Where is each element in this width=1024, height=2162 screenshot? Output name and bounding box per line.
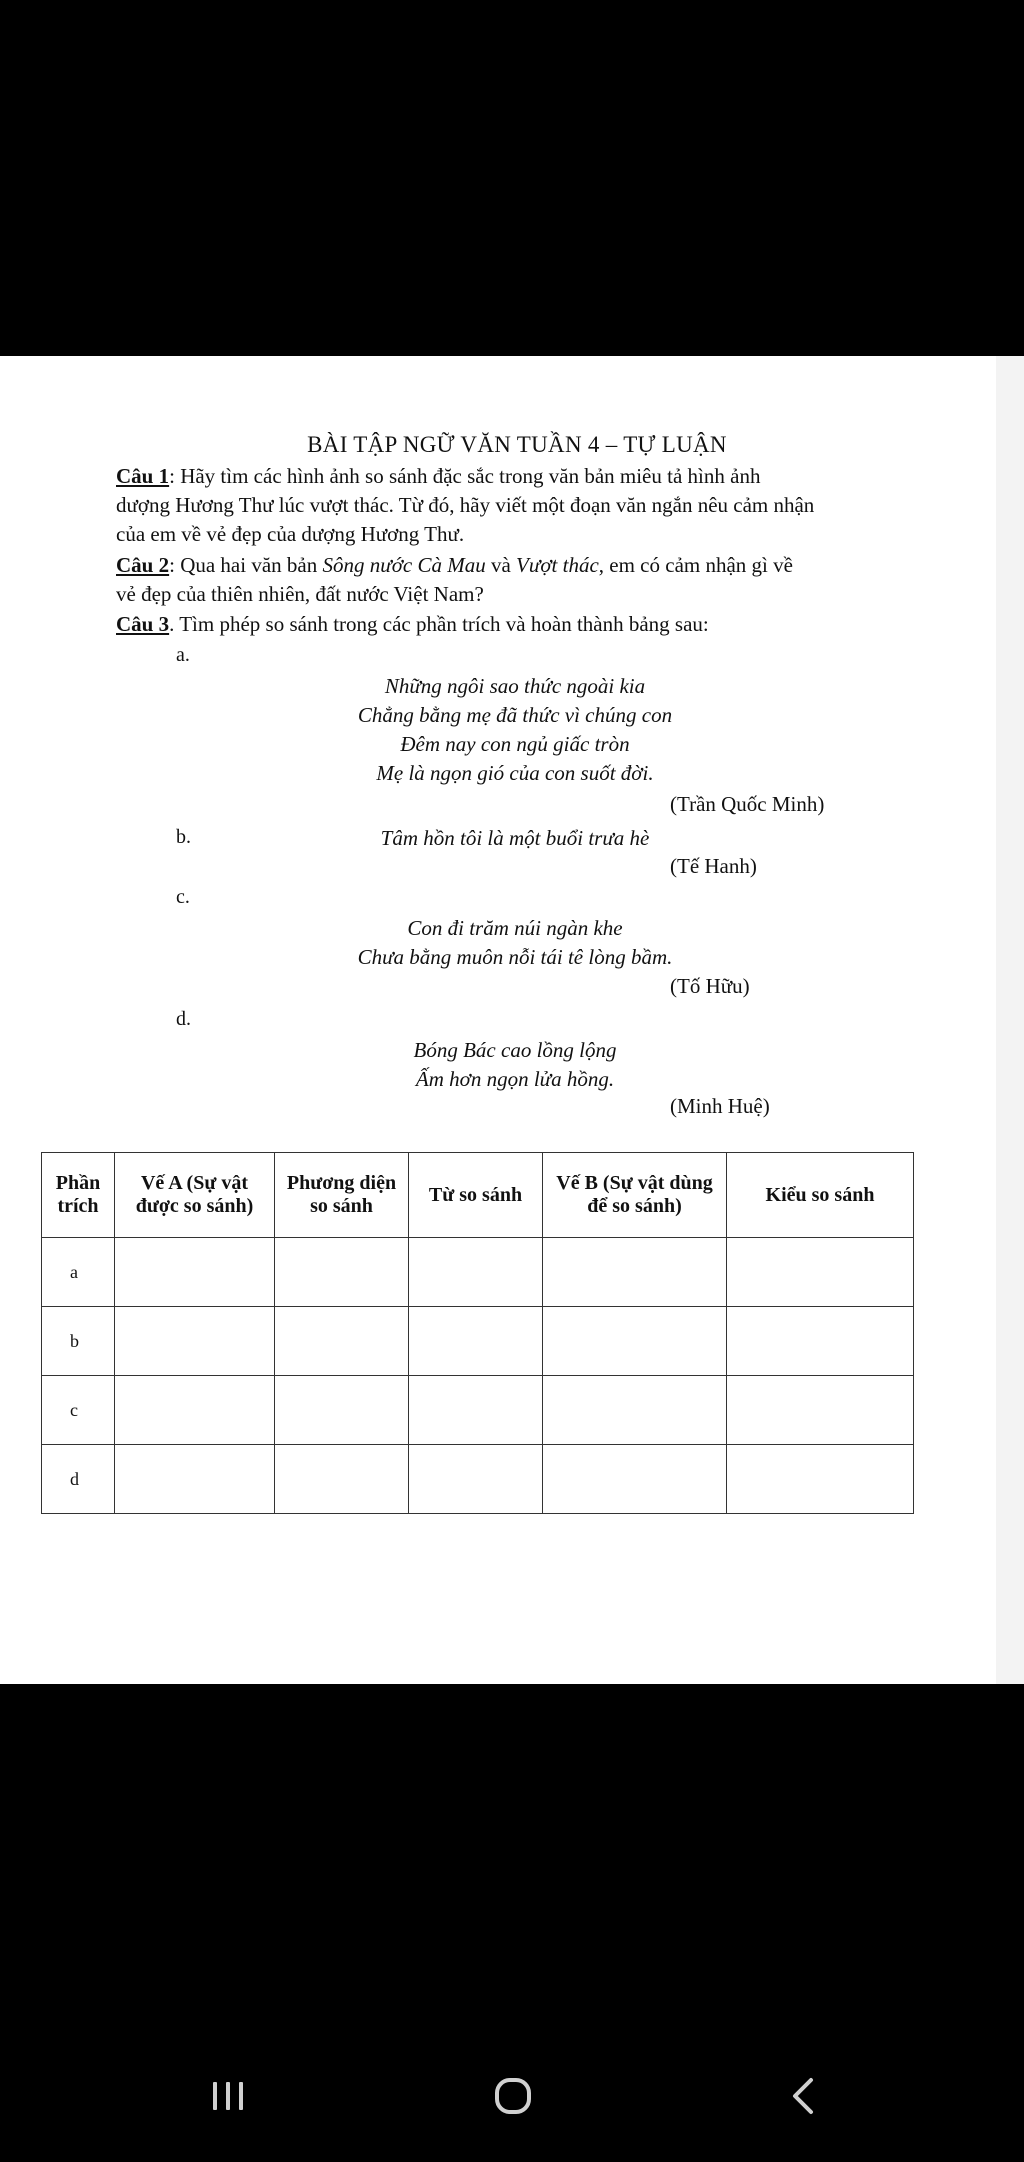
table-cell — [543, 1445, 727, 1514]
table-cell — [115, 1238, 275, 1307]
column-header: Kiểu so sánh — [727, 1153, 914, 1238]
excerpt-a-author: (Trần Quốc Minh) — [670, 792, 825, 816]
scroll-gutter — [996, 356, 1024, 1684]
excerpt-a-line: Mẹ là ngọn gió của con suốt đời. — [376, 761, 654, 785]
question-2-line-2: vẻ đẹp của thiên nhiên, đất nước Việt Nam? — [116, 582, 484, 606]
table-cell — [115, 1307, 275, 1376]
excerpt-b-line: Tâm hồn tôi là một buổi trưa hè — [380, 826, 650, 850]
question-3-text: . Tìm phép so sánh trong các phần trích và hoàn thành bảng sau: — [169, 612, 709, 636]
column-header: Phương diện so sánh — [275, 1153, 409, 1238]
table-cell — [409, 1238, 543, 1307]
column-header: Từ so sánh — [409, 1153, 543, 1238]
excerpt-a-poem — [200, 672, 830, 788]
recent-apps-icon[interactable] — [208, 2076, 248, 2116]
excerpt-d-poem — [200, 1036, 830, 1094]
excerpt-b-author: (Tế Hanh) — [670, 854, 757, 878]
column-header: Vế A (Sự vật được so sánh) — [115, 1153, 275, 1238]
document-page — [0, 356, 1024, 1684]
excerpt-d-author: (Minh Huệ) — [670, 1094, 770, 1118]
question-2 — [116, 551, 936, 609]
table-row — [42, 1376, 914, 1445]
question-2-part-3: , em có cảm nhận gì về — [598, 553, 793, 577]
table-cell — [727, 1445, 914, 1514]
question-2-work-2: Vượt thác — [516, 553, 599, 577]
table-cell — [727, 1307, 914, 1376]
excerpt-c-author: (Tố Hữu) — [670, 974, 750, 998]
answer-table — [41, 1152, 914, 1514]
excerpt-b-poem — [200, 824, 830, 853]
question-1 — [116, 462, 936, 549]
question-3-label: Câu 3 — [116, 612, 170, 636]
question-2-label: Câu 2 — [116, 553, 170, 577]
row-label: a — [42, 1238, 115, 1307]
table-cell — [115, 1445, 275, 1514]
row-label: c — [42, 1376, 115, 1445]
table-header-row — [42, 1153, 914, 1238]
excerpt-d-line: Bóng Bác cao lồng lộng — [413, 1038, 617, 1062]
table-cell — [409, 1445, 543, 1514]
excerpt-d-line: Ấm hơn ngọn lửa hồng. — [415, 1067, 615, 1091]
back-icon[interactable] — [783, 2076, 823, 2116]
row-label: d — [42, 1445, 115, 1514]
excerpt-d-letter: d. — [176, 1008, 191, 1030]
excerpt-c-line: Chưa bằng muôn nỗi tái tê lòng bầm. — [357, 945, 673, 969]
table-cell — [727, 1376, 914, 1445]
table-cell — [275, 1238, 409, 1307]
question-1-label: Câu 1 — [116, 464, 170, 488]
question-1-line-1: : Hãy tìm các hình ảnh so sánh đặc sắc trong văn bản miêu tả hình ảnh — [169, 464, 761, 488]
home-icon[interactable] — [493, 2076, 533, 2116]
column-header: Vế B (Sự vật dùng để so sánh) — [543, 1153, 727, 1238]
question-1-line-2: dượng Hương Thư lúc vượt thác. Từ đó, hãy viết một đoạn văn ngắn nêu cảm nhận — [116, 493, 815, 517]
question-1-line-3: của em về vẻ đẹp của dượng Hương Thư. — [116, 522, 465, 546]
excerpt-a-line: Chẳng bằng mẹ đã thức vì chúng con — [357, 703, 673, 727]
excerpt-a-letter: a. — [176, 644, 190, 666]
table-row — [42, 1445, 914, 1514]
table-cell — [543, 1307, 727, 1376]
table-cell — [275, 1307, 409, 1376]
question-2-work-1: Sông nước Cà Mau — [322, 553, 486, 577]
question-2-part-1: : Qua hai văn bản — [169, 553, 323, 577]
excerpt-c-letter: c. — [176, 886, 190, 908]
column-header: Phần trích — [42, 1153, 115, 1238]
table-cell — [543, 1238, 727, 1307]
excerpt-b-letter: b. — [176, 826, 191, 848]
excerpt-a-line: Đêm nay con ngủ giấc tròn — [400, 732, 630, 756]
table-row — [42, 1307, 914, 1376]
table-cell — [115, 1376, 275, 1445]
table-cell — [409, 1376, 543, 1445]
table-cell — [409, 1307, 543, 1376]
table-cell — [727, 1238, 914, 1307]
row-label: b — [42, 1307, 115, 1376]
table-cell — [275, 1376, 409, 1445]
excerpt-a-line: Những ngôi sao thức ngoài kia — [384, 674, 646, 698]
document-title: BÀI TẬP NGỮ VĂN TUẦN 4 – TỰ LUẬN — [307, 432, 727, 457]
table-cell — [543, 1376, 727, 1445]
question-3 — [116, 610, 936, 639]
question-2-part-2: và — [485, 553, 517, 577]
table-cell — [275, 1445, 409, 1514]
excerpt-c-line: Con đi trăm núi ngàn khe — [407, 916, 623, 940]
table-row — [42, 1238, 914, 1307]
excerpt-c-poem — [200, 914, 830, 972]
